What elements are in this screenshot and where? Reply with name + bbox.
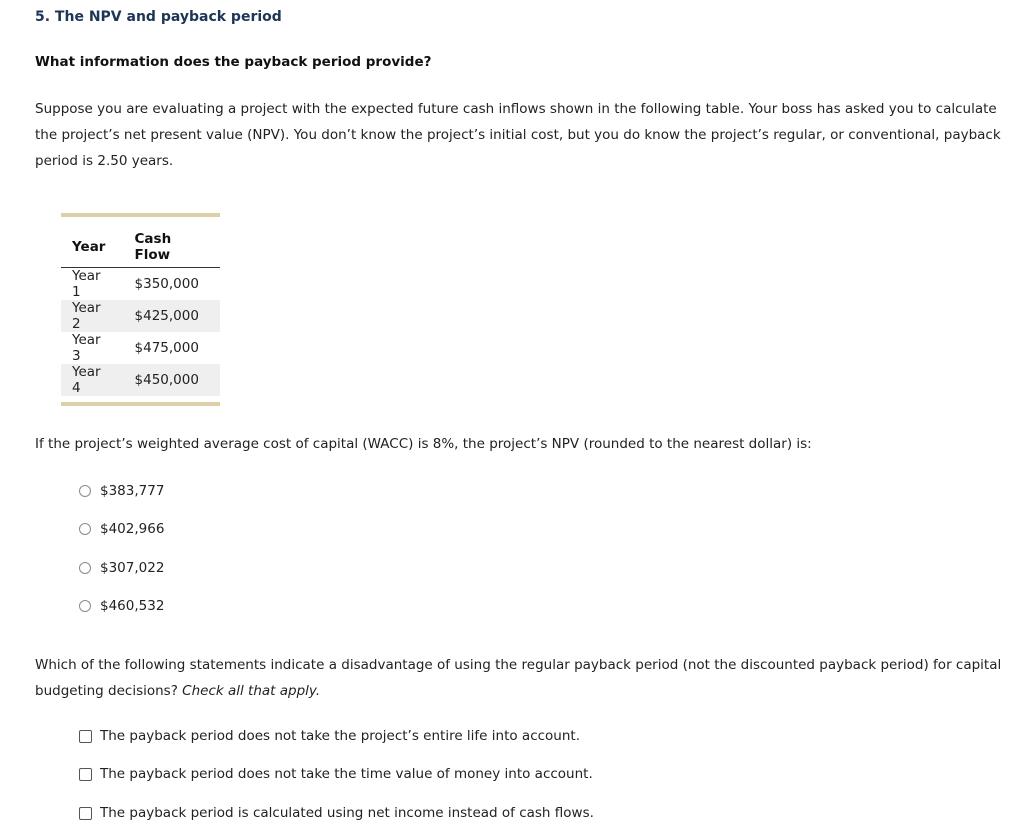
cell-cash-flow: $450,000: [113, 364, 220, 396]
cell-cash-flow: $350,000: [134, 276, 199, 292]
table-row: [61, 332, 220, 364]
option-label: The payback period does not take the project’s entire life into account.: [100, 728, 581, 744]
table-row: [61, 300, 220, 332]
checkbox[interactable]: [79, 768, 92, 781]
checkbox[interactable]: [79, 730, 92, 743]
disadvantage-option-2[interactable]: [79, 764, 593, 784]
option-label: $460,532: [100, 598, 165, 614]
npv-option-1[interactable]: [79, 481, 164, 501]
table-header-row: [61, 227, 220, 268]
disadvantage-option-3[interactable]: [79, 803, 594, 823]
npv-option-3[interactable]: [79, 558, 164, 578]
header-cash-flow: Cash Flow: [113, 227, 220, 268]
radio-button[interactable]: [79, 562, 91, 574]
radio-button[interactable]: [79, 600, 91, 612]
question-instruction: Check all that apply.: [182, 683, 321, 699]
cell-year: Year 3: [72, 332, 101, 364]
intro-paragraph: Suppose you are evaluating a project with the expected future cash inflows shown in the following table. Your boss has asked you to calculate the project’s net present value (NPV). You don’t know the project’s initial cost, but you do know the project’s regular, or conventional, payback period is 2.50 years.: [35, 101, 1001, 169]
disadvantage-question: [35, 652, 1010, 704]
cell-year: Year 2: [61, 300, 113, 332]
npv-option-4[interactable]: [79, 596, 164, 616]
option-label: $307,022: [100, 560, 165, 576]
checkbox[interactable]: [79, 807, 92, 820]
question-text: Which of the following statements indicate a disadvantage of using the regular payback period (not the discounted payback period) for capital budgeting decisions?: [35, 657, 1002, 699]
cell-year: Year 1: [72, 268, 101, 300]
cell-cash-flow: $425,000: [113, 300, 220, 332]
disadvantage-option-1[interactable]: [79, 726, 580, 746]
page-title: 5. The NPV and payback period: [35, 9, 282, 25]
table-row: [61, 268, 220, 301]
section-heading: What information does the payback period provide?: [35, 54, 432, 70]
option-label: The payback period is calculated using net income instead of cash flows.: [100, 805, 594, 821]
option-label: $402,966: [100, 521, 165, 537]
radio-button[interactable]: [79, 485, 91, 497]
npv-question: If the project’s weighted average cost of capital (WACC) is 8%, the project’s NPV (rounded to the nearest dollar) is:: [35, 436, 812, 452]
table-bottom-bar: [61, 402, 220, 406]
radio-button[interactable]: [79, 523, 91, 535]
table-top-bar: [61, 213, 220, 217]
header-year: Year: [61, 227, 113, 268]
option-label: $383,777: [100, 483, 165, 499]
cell-year: Year 4: [61, 364, 113, 396]
cash-flow-table: [61, 213, 220, 406]
option-label: The payback period does not take the time value of money into account.: [100, 766, 593, 782]
cell-cash-flow: $475,000: [134, 340, 199, 356]
table-row: [61, 364, 220, 396]
npv-option-2[interactable]: [79, 519, 164, 539]
